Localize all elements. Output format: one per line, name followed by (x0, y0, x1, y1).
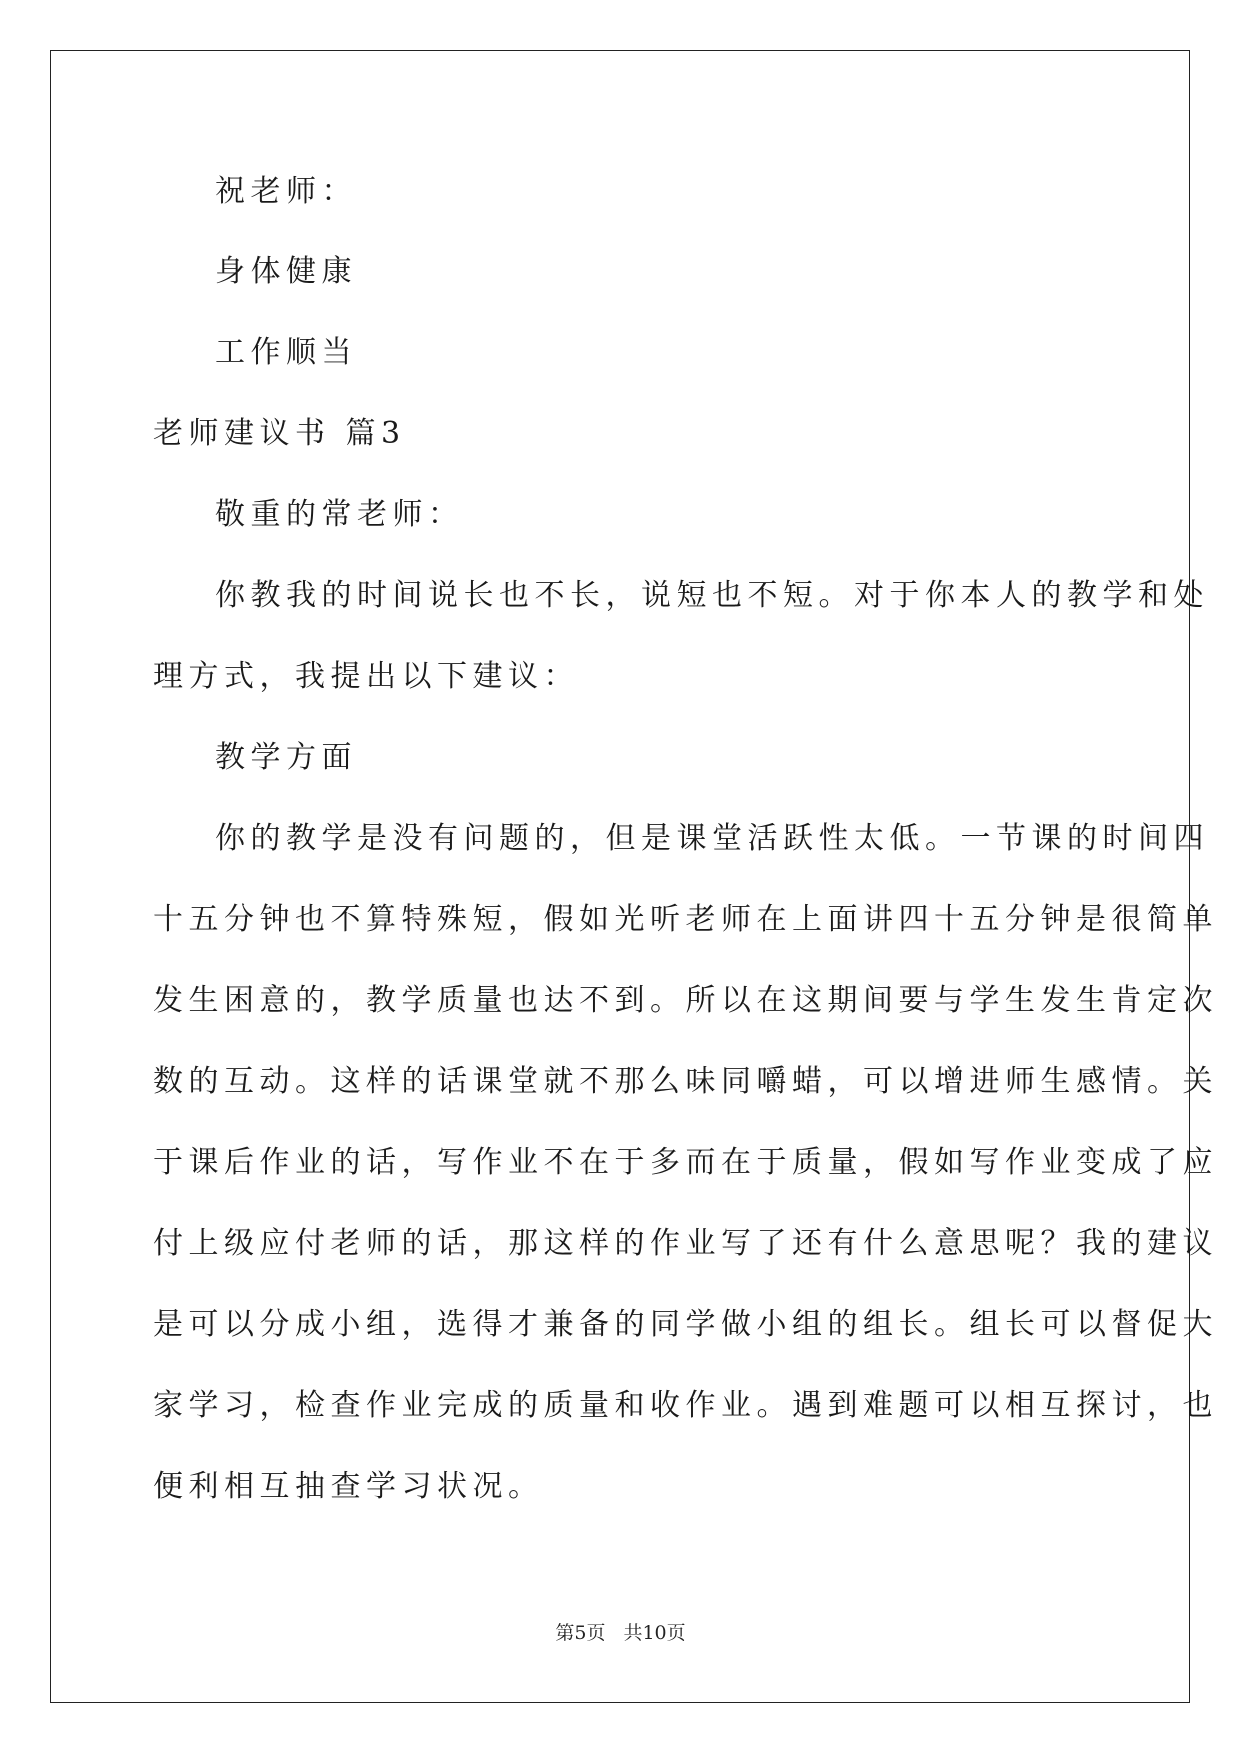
page-border (50, 50, 1218, 1703)
paragraph-line: 理方式，我提出以下建议： (153, 659, 579, 694)
greeting-line: 祝老师： (215, 174, 357, 209)
paragraph-line: 数的互动。这样的话课堂就不那么味同嚼蜡，可以增进师生感情。关 (153, 1064, 1218, 1099)
section-title: 老师建议书 篇3 (153, 416, 406, 451)
paragraph-line: 十五分钟也不算特殊短，假如光听老师在上面讲四十五分钟是很简单 (153, 902, 1218, 937)
salutation-line: 敬重的常老师： (215, 497, 464, 532)
wish-line-2: 工作顺当 (215, 335, 357, 370)
page-number: 第5页 (555, 1622, 606, 1644)
wish-line-1: 身体健康 (215, 254, 357, 289)
paragraph-line: 发生困意的，教学质量也达不到。所以在这期间要与学生发生肯定次 (153, 983, 1218, 1018)
paragraph-line: 家学习，检查作业完成的质量和收作业。遇到难题可以相互探讨，也 (153, 1388, 1218, 1423)
paragraph-line: 便利相互抽查学习状况。 (153, 1469, 544, 1504)
paragraph-line: 付上级应付老师的话，那这样的作业写了还有什么意思呢？我的建议 (153, 1226, 1218, 1261)
paragraph-line: 于课后作业的话，写作业不在于多而在于质量，假如写作业变成了应 (153, 1145, 1218, 1180)
paragraph-line: 你的教学是没有问题的，但是课堂活跃性太低。一节课的时间四 (215, 821, 1209, 856)
subheading: 教学方面 (215, 740, 357, 775)
paragraph-line: 是可以分成小组，选得才兼备的同学做小组的组长。组长可以督促大 (153, 1307, 1218, 1342)
page-footer (0, 1618, 1241, 1645)
paragraph-line: 你教我的时间说长也不长，说短也不短。对于你本人的教学和处 (215, 578, 1209, 613)
page-total: 共10页 (623, 1622, 686, 1644)
